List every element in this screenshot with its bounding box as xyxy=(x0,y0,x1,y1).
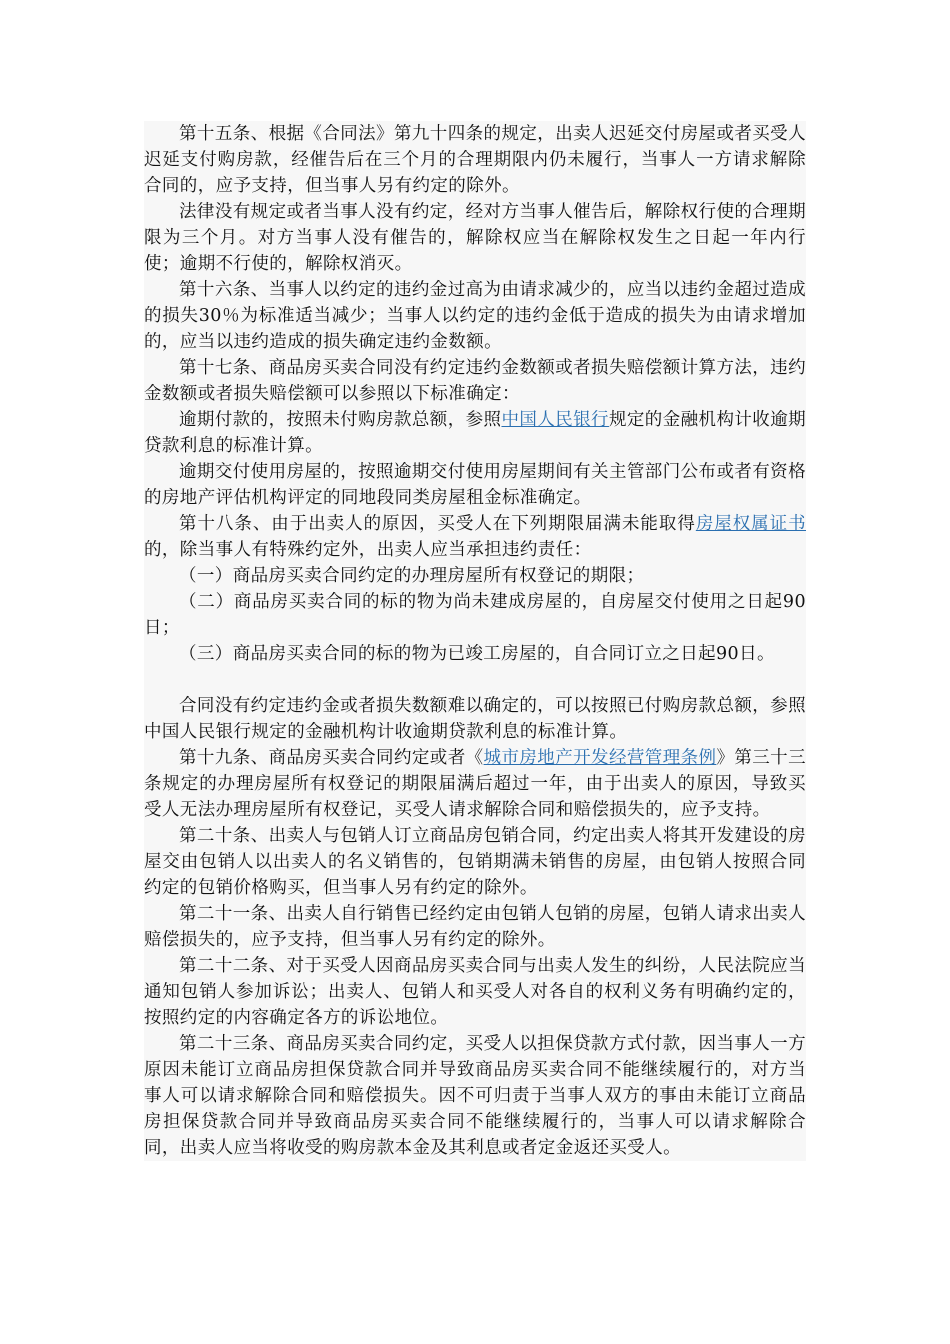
paragraph xyxy=(144,355,806,407)
paragraph-text: 法律没有规定或者当事人没有约定，经对方当事人催告后，解除权行使的合理期限为三个月。对方当事人没有催告的，解除权应当在解除权发生之日起一年内行使；逾期不行使的，解除权消灭。 xyxy=(144,202,806,274)
paragraph xyxy=(144,407,806,459)
paragraph xyxy=(144,641,806,667)
document-body xyxy=(144,121,806,1161)
paragraph xyxy=(144,901,806,953)
paragraph xyxy=(144,693,806,745)
paragraph-text: （一）商品房买卖合同约定的办理房屋所有权登记的期限； xyxy=(179,566,645,586)
paragraph-text: 第十九条、商品房买卖合同约定或者《 xyxy=(179,748,484,768)
paragraph-text: 》第三十三条规定的办理房屋所有权登记的期限届满后超过一年，由于出卖人的原因，导致买受人无法办理房屋所有权登记，买受人请求解除合同和赔偿损失的，应予支持。 xyxy=(144,748,806,820)
paragraph-text: 的，除当事人有特殊约定外，出卖人应当承担违约责任： xyxy=(144,540,592,560)
reference-link[interactable]: 中国人民银行 xyxy=(501,410,609,430)
paragraph-text: 逾期交付使用房屋的，按照逾期交付使用房屋期间有关主管部门公布或者有资格的房地产评估机构评定的同地段同类房屋租金标准确定。 xyxy=(144,462,806,508)
paragraph xyxy=(144,511,806,563)
paragraph xyxy=(144,953,806,1031)
paragraph-text: （二）商品房买卖合同的标的物为尚未建成房屋的，自房屋交付使用之日起90日； xyxy=(144,592,806,638)
paragraph-text: 第二十三条、商品房买卖合同约定，买受人以担保贷款方式付款，因当事人一方原因未能订立商品房担保贷款合同并导致商品房买卖合同不能继续履行的，对方当事人可以请求解除合同和赔偿损失。因不可归责于当事人双方的事由未能订立商品房担保贷款合同并导致商品房买卖合同不能继续履行的，当事人可以请求解除合同，出卖人应当将收受的购房款本金及其利息或者定金返还买受人。 xyxy=(144,1034,806,1158)
paragraph xyxy=(144,459,806,511)
paragraph-text: 第二十条、出卖人与包销人订立商品房包销合同，约定出卖人将其开发建设的房屋交由包销人以出卖人的名义销售的，包销期满未销售的房屋，由包销人按照合同约定的包销价格购买，但当事人另有约定的除外。 xyxy=(144,826,806,898)
paragraph xyxy=(144,1031,806,1161)
paragraph-text: 第十八条、由于出卖人的原因，买受人在下列期限届满未能取得 xyxy=(179,514,696,534)
paragraph-text: 第十五条、根据《合同法》第九十四条的规定，出卖人迟延交付房屋或者买受人迟延支付购房款，经催告后在三个月的合理期限内仍未履行，当事人一方请求解除合同的，应予支持，但当事人另有约定的除外。 xyxy=(144,124,806,196)
paragraph-text: 逾期付款的，按照未付购房款总额，参照 xyxy=(179,410,502,430)
reference-link[interactable]: 城市房地产开发经营管理条例 xyxy=(483,748,717,768)
paragraph xyxy=(144,745,806,823)
paragraph xyxy=(144,589,806,641)
paragraph xyxy=(144,563,806,589)
paragraph-text: 第二十一条、出卖人自行销售已经约定由包销人包销的房屋，包销人请求出卖人赔偿损失的，应予支持，但当事人另有约定的除外。 xyxy=(144,904,806,950)
paragraph xyxy=(144,121,806,199)
reference-link[interactable]: 房屋权属证书 xyxy=(695,514,806,534)
paragraph-text: 第十六条、当事人以约定的违约金过高为由请求减少的，应当以违约金超过造成的损失30％为标准适当减少；当事人以约定的违约金低于造成的损失为由请求增加的，应当以违约造成的损失确定违约金数额。 xyxy=(144,280,806,352)
paragraph-text: （三）商品房买卖合同的标的物为已竣工房屋的，自合同订立之日起90日。 xyxy=(179,644,775,664)
paragraph-text: 规定的金融机构计收逾期贷款利息的标准计算。 xyxy=(144,410,807,456)
paragraph xyxy=(144,199,806,277)
paragraph-text: 第十七条、商品房买卖合同没有约定违约金数额或者损失赔偿额计算方法，违约金数额或者损失赔偿额可以参照以下标准确定： xyxy=(144,358,806,404)
paragraph xyxy=(144,823,806,901)
paragraph xyxy=(144,277,806,355)
paragraph-text: 第二十二条、对于买受人因商品房买卖合同与出卖人发生的纠纷，人民法院应当通知包销人参加诉讼；出卖人、包销人和买受人对各自的权利义务有明确约定的，按照约定的内容确定各方的诉讼地位。 xyxy=(144,956,806,1028)
paragraph-text: 合同没有约定违约金或者损失数额难以确定的，可以按照已付购房款总额，参照中国人民银行规定的金融机构计收逾期贷款利息的标准计算。 xyxy=(144,696,806,742)
